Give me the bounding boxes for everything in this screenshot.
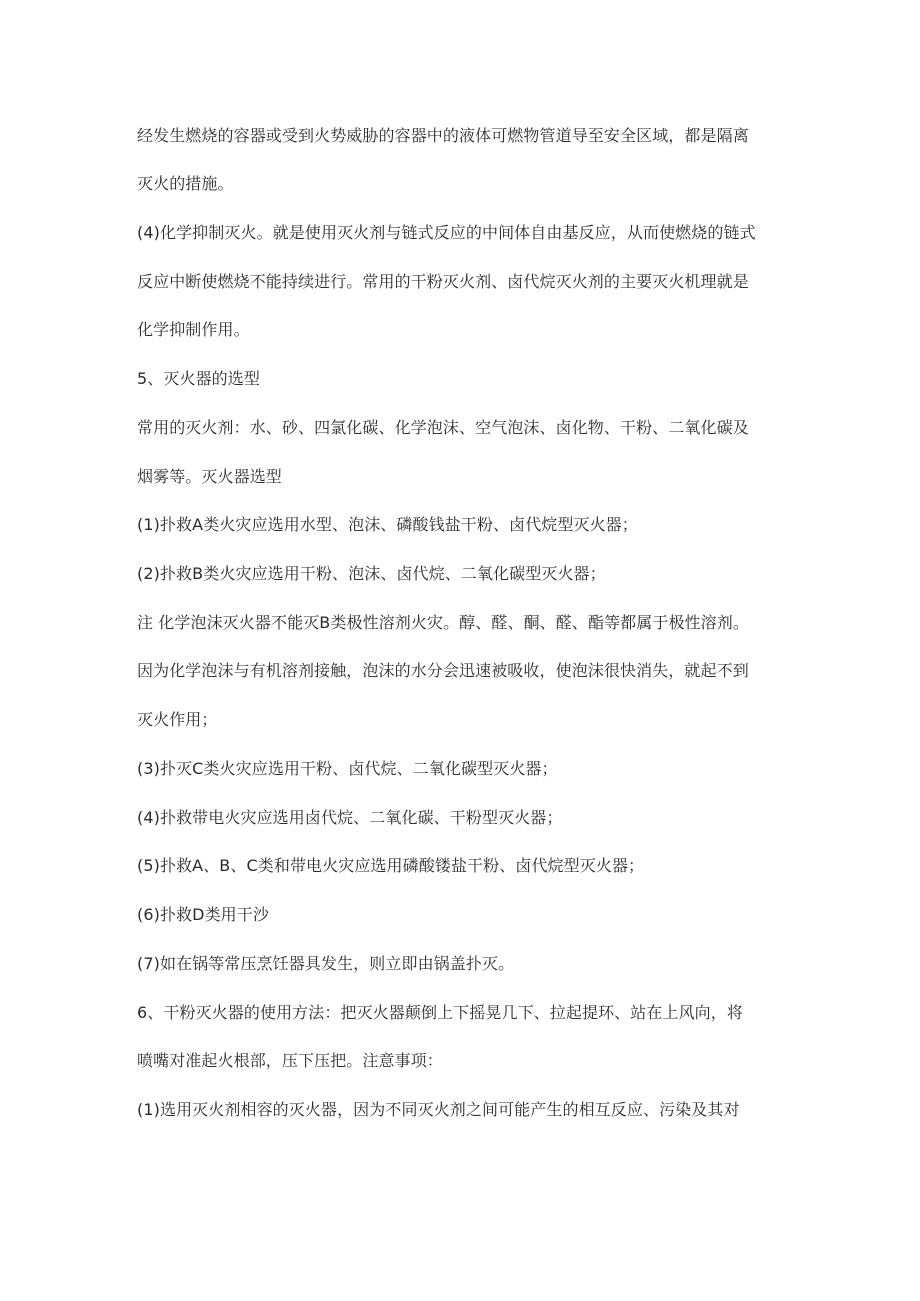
list-item: (5)扑救A、B、C类和带电火灾应选用磷酸镂盐干粉、卤代烷型灭火器； bbox=[137, 856, 645, 875]
section-heading: 5、灭火器的选型 bbox=[137, 369, 260, 388]
list-item: (7)如在锅等常压烹饪器具发生，则立即由锅盖扑灭。 bbox=[137, 954, 515, 973]
list-item: (4)扑救带电火灾应选用卤代烷、二氧化碳、干粉型灭火器； bbox=[137, 808, 563, 827]
text-line: 经发生燃烧的容器或受到火势威胁的容器中的液体可燃物管道导至安全区域，都是隔离 bbox=[137, 126, 749, 145]
note-line: 注 化学泡沫灭火器不能灭B类极性溶剂火灾。醇、醛、酮、醛、酯等都属于极性溶剂。 bbox=[137, 613, 749, 632]
note-line: 灭火作用； bbox=[137, 710, 218, 729]
list-item: (1)选用灭火剂相容的灭火器，因为不同灭火剂之间可能产生的相互反应、污染及其对 bbox=[137, 1100, 740, 1119]
list-item: (1)扑救A类火灾应选用水型、泡沫、磷酸钱盐干粉、卤代烷型灭火器； bbox=[137, 515, 638, 534]
text-line: 化学抑制作用。 bbox=[137, 320, 250, 339]
list-item: (2)扑救B类火灾应选用干粉、泡沫、卤代烷、二氧化碳型灭火器； bbox=[137, 564, 606, 583]
text-line: 喷嘴对准起火根部，压下压把。注意事项： bbox=[137, 1051, 443, 1070]
text-line: 烟雾等。灭火器选型 bbox=[137, 467, 282, 486]
note-line: 因为化学泡沫与有机溶剂接触，泡沫的水分会迅速被吸收，使泡沫很快消失，就起不到 bbox=[137, 661, 749, 680]
text-line: 灭火的措施。 bbox=[137, 174, 234, 193]
list-item: (6)扑救D类用干沙 bbox=[137, 905, 269, 924]
text-line: 反应中断使燃烧不能持续进行。常用的干粉灭火剂、卤代烷灭火剂的主要灭火机理就是 bbox=[137, 272, 749, 291]
text-line: 常用的灭火剂：水、砂、四氯化碳、化学泡沫、空气泡沫、卤化物、干粉、二氧化碳及 bbox=[137, 418, 749, 437]
text-line: (4)化学抑制灭火。就是使用灭火剂与链式反应的中间体自由基反应，从而使燃烧的链式 bbox=[137, 223, 756, 242]
section-heading: 6、干粉灭火器的使用方法：把灭火器颠倒上下摇晃几下、拉起提环、站在上风向，将 bbox=[137, 1003, 743, 1022]
list-item: (3)扑灭C类火灾应选用干粉、卤代烷、二氧化碳型灭火器； bbox=[137, 759, 558, 778]
